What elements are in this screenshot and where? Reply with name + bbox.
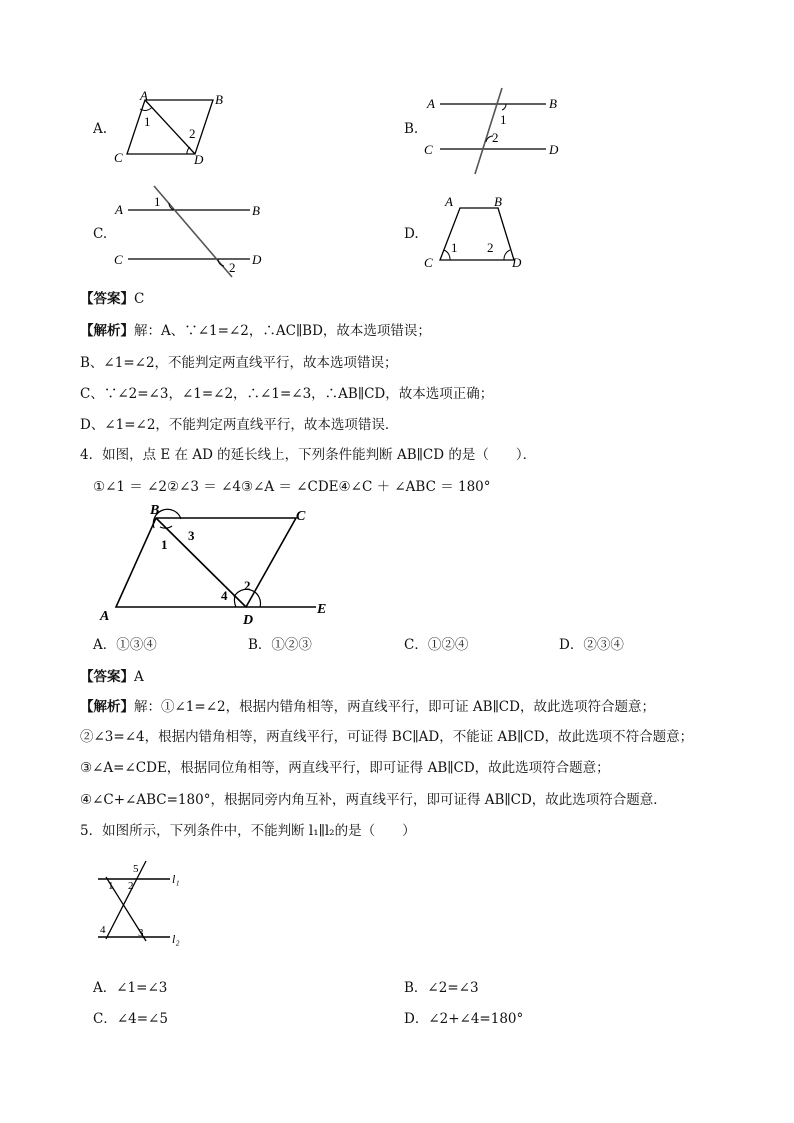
svg-text:3: 3 [138, 927, 144, 939]
answer-tag: 【答案】 [80, 291, 134, 307]
q4-option-b: B．①②③ [248, 637, 312, 653]
svg-text:B: B [549, 96, 557, 111]
svg-text:C: C [424, 255, 433, 270]
svg-text:B: B [252, 203, 260, 218]
svg-text:2: 2 [189, 126, 196, 141]
q4-analysis-line-1: 【解析】解：①∠1=∠2，根据内错角相等，两直线平行，即可证 AB∥CD，故此选项符合题意； [80, 699, 655, 715]
svg-text:1: 1 [161, 537, 168, 552]
svg-text:1: 1 [500, 112, 507, 127]
svg-text:C: C [296, 509, 306, 524]
svg-text:5: 5 [133, 863, 139, 875]
svg-text:1: 1 [451, 240, 458, 255]
q5-stem: 5．如图所示，下列条件中，不能判断 l₁∥l₂的是（ ） [80, 823, 416, 839]
svg-text:C: C [424, 142, 433, 157]
option-b-label: B. [404, 121, 419, 137]
svg-text:A: A [115, 202, 123, 217]
svg-text:B: B [494, 194, 502, 209]
svg-text:C: C [114, 150, 123, 165]
figure-3b [422, 86, 572, 178]
q5-option-a: A．∠1=∠3 [93, 980, 168, 996]
svg-text:D: D [252, 252, 262, 267]
svg-text:A: A [427, 96, 435, 111]
svg-text:3: 3 [188, 528, 195, 543]
svg-text:A: A [140, 88, 148, 103]
svg-text:D: D [194, 152, 204, 167]
q4-analysis-line-4: ④∠C+∠ABC=180°，根据同旁内角互补，两直线平行，即可证得 AB∥CD，故此选项符合题意． [80, 792, 667, 808]
analysis-tag: 【解析】 [80, 323, 134, 339]
q5-option-b: B．∠2=∠3 [404, 980, 479, 996]
answer-value: C [134, 291, 145, 307]
svg-text:l₂: l₂ [172, 932, 180, 946]
q4-stem: 4．如图，点 E 在 AD 的延长线上，下列条件能判断 AB∥CD 的是（ ）． [80, 447, 537, 463]
svg-text:B: B [215, 92, 223, 107]
svg-text:C: C [114, 252, 123, 267]
option-c-label: C. [93, 226, 108, 242]
option-a-label: A. [93, 121, 108, 137]
svg-text:2: 2 [487, 240, 494, 255]
figure-4 [96, 500, 346, 630]
q3-answer [80, 290, 144, 308]
q4-analysis-line-3: ③∠A=∠CDE，根据同位角相等，两直线平行，即可证得 AB∥CD，故此选项符合题意； [80, 760, 610, 776]
q5-option-c: C．∠4=∠5 [93, 1011, 168, 1027]
q4-answer [80, 668, 144, 686]
figure-3d [420, 190, 532, 274]
svg-text:1: 1 [154, 194, 161, 209]
svg-text:D: D [512, 255, 522, 270]
q4-option-c: C．①②④ [404, 637, 469, 653]
q4-option-d: D．②③④ [559, 637, 624, 653]
svg-text:2: 2 [492, 130, 499, 145]
q3-analysis-line-4: D、∠1=∠2，不能判定两直线平行，故本选项错误． [80, 417, 399, 433]
q4-conditions: ①∠1 ＝ ∠2②∠3 ＝ ∠4③∠A ＝ ∠CDE④∠C ＋ ∠ABC ＝ 180° [93, 479, 491, 495]
q4-analysis-line-2: ②∠3=∠4，根据内错角相等，两直线平行，可证得 BC∥AD，不能证 AB∥CD，故此选项不符合题意； [80, 729, 694, 745]
svg-text:2: 2 [128, 880, 134, 892]
analysis-tag: 【解析】 [80, 699, 134, 715]
svg-text:A: A [100, 609, 110, 624]
figure-5 [88, 855, 198, 950]
svg-text:2: 2 [229, 260, 236, 275]
option-d-label: D. [404, 226, 419, 242]
answer-tag: 【答案】 [80, 669, 134, 685]
q3-analysis-line-3: C、∵∠2=∠3，∠1=∠2，∴∠1=∠3，∴AB∥CD，故本选项正确； [80, 386, 494, 402]
answer-value: A [134, 669, 144, 685]
svg-text:E: E [317, 602, 327, 617]
svg-text:D: D [549, 142, 559, 157]
svg-text:l₁: l₁ [172, 872, 180, 886]
q3-analysis-line-1: 【解析】解：A、∵∠1=∠2，∴AC∥BD，故本选项错误； [80, 323, 431, 339]
q4-option-a: A．①③④ [93, 637, 157, 653]
svg-text:A: A [445, 194, 453, 209]
figure-3a [110, 88, 223, 168]
svg-text:D: D [243, 613, 254, 628]
figure-3c [112, 184, 272, 280]
svg-text:B: B [150, 503, 160, 518]
svg-text:1: 1 [144, 114, 151, 129]
q3-analysis-line-2: B、∠1=∠2，不能判定两直线平行，故本选项错误； [80, 355, 398, 371]
svg-text:4: 4 [100, 924, 106, 936]
q5-option-d: D．∠2+∠4=180° [404, 1011, 524, 1027]
svg-text:2: 2 [244, 578, 251, 593]
svg-text:4: 4 [221, 588, 228, 603]
svg-text:1: 1 [108, 880, 114, 892]
